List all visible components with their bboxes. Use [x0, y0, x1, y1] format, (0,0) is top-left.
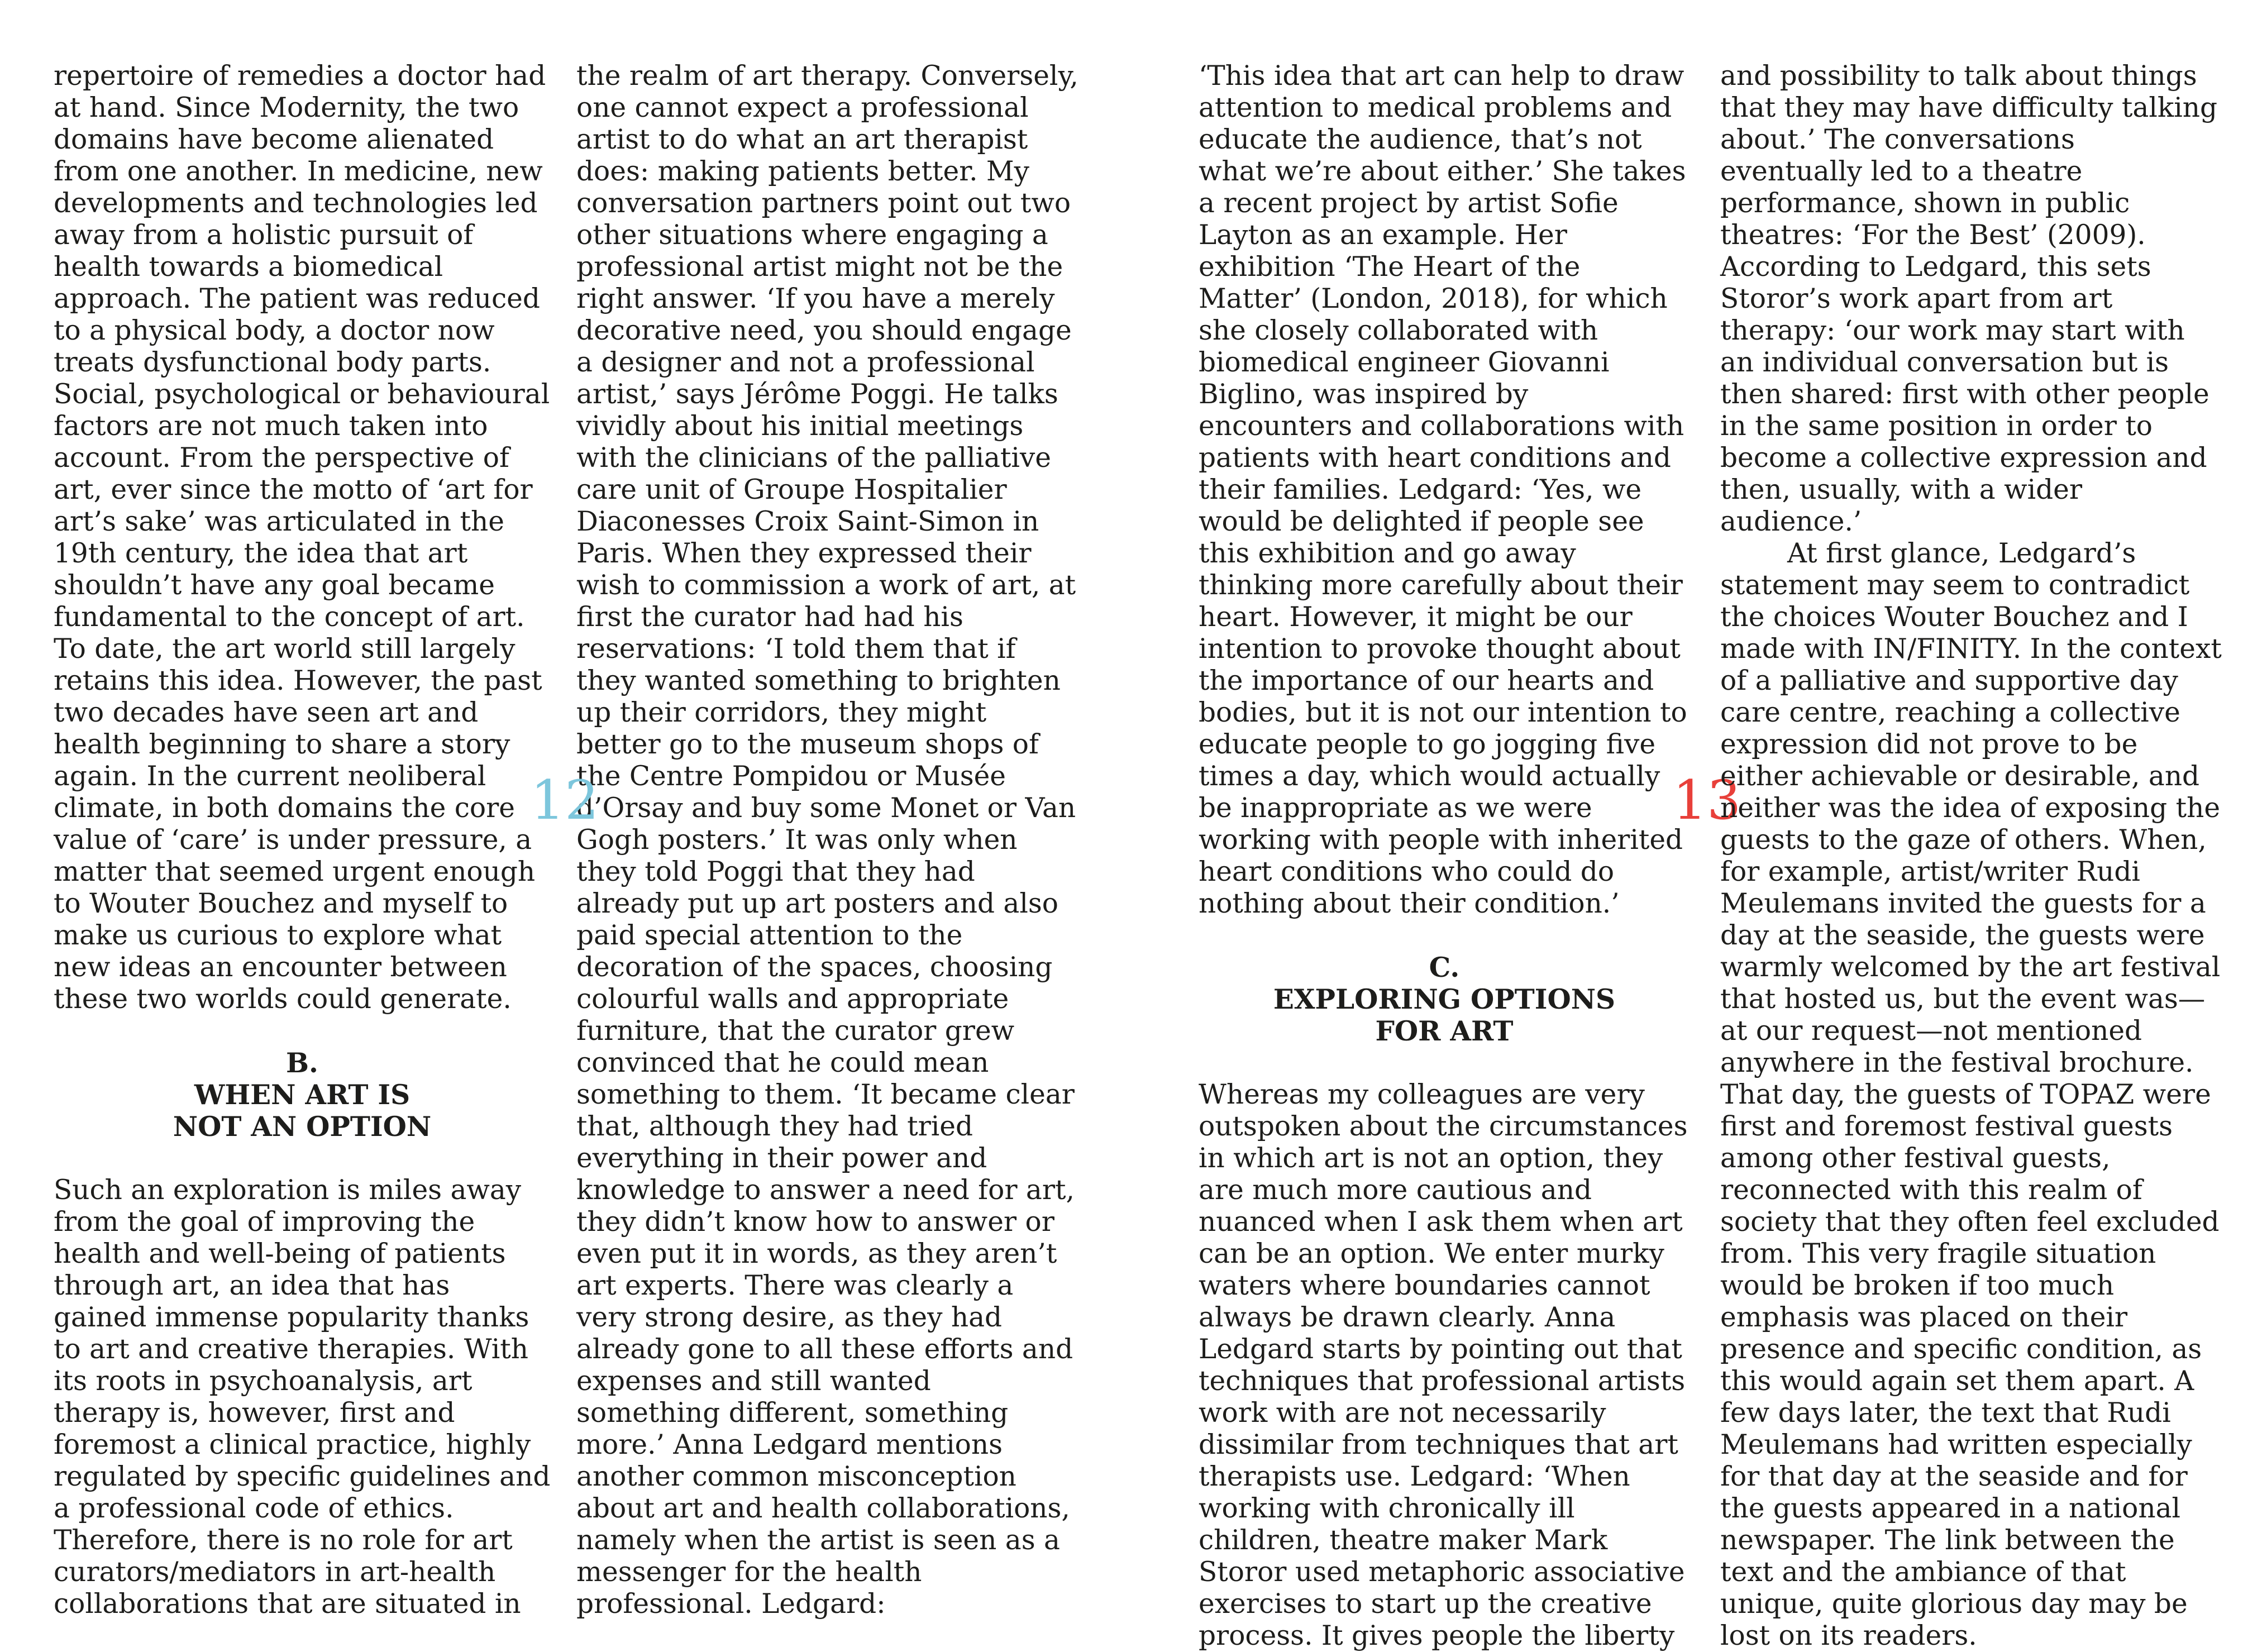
paragraph: the realm of art therapy. Conversely, one cannot expect a professional artist to do what an art therapist does: making patients better. My conversation partners point out two other situations where engaging a professional artist might not be the right answer. ‘If you have a merely decorative need, you should engage a designer and not a professional artist,’ says Jérôme Poggi. He talks vividly about his initial meetings with the clinicians of the palliative care unit of Groupe Hospitalier Diaconesses Croix Saint-Simon in Paris. When they expressed their wish to commission a work of art, at first the curator had had his reservations: ‘I told them that if they wanted something to brighten up their corridors, they might better go to the museum shops of the Centre Pompidou or Musée d’Orsay and buy some Monet or Van Gogh posters.’ It was only when they told Poggi that they had already put up art posters and also paid special attention to the decoration of the spaces, choosing colourful walls and appropriate furniture, that the curator grew convinced that he could mean something to them. ‘It became clear that, although they had tried everything in their power and knowledge to answer a need for art, they didn’t know how to answer or even put it in words, as they aren’t art experts. There was clearly a very strong desire, as they had already gone to all these efforts and expenses and still wanted something different, something more.’ Anna Ledgard mentions another common misconception about art and health collaborations, namely when the artist is seen as a messenger for the health professional. Ledgard: — [576, 60, 1078, 1620]
heading-letter: C. — [1429, 952, 1460, 983]
paragraph: ‘This idea that art can help to draw attention to medical problems and educate the audience, that’s not what we’re about either.’ She takes a recent project by artist Sofie Layton as an example. Her exhibition ‘The Heart of the Matter’ (London, 2018), for which she closely collaborated with biomedical engineer Giovanni Biglino, was inspired by encounters and collaborations with patients with heart conditions and their families. Ledgard: ‘Yes, we would be delighted if people see this exhibition and go away thinking more carefully about their heart. However, it might be our intention to provoke thought about the importance of our hearts and bodies, but it is not our intention to educate people to go jogging five times a day, which would actually be inappropriate as we were working with people with inherited heart conditions who could do nothing about their condition.’ — [1199, 60, 1687, 919]
text-column-4 — [1720, 60, 2223, 1652]
text-column-3 — [1199, 60, 1690, 1652]
page-number-right: 13 — [1673, 769, 1741, 832]
section-heading-c — [1199, 952, 1690, 1047]
text-column-2 — [576, 60, 1079, 1620]
heading-line: FOR ART — [1375, 1015, 1514, 1047]
heading-line: NOT AN OPTION — [173, 1111, 432, 1143]
paragraph: Such an exploration is miles away from the goal of improving the health and well-being of patients through art, an idea that has gained immense popularity thanks to art and creative therapies. With its roots in psychoanalysis, art therapy is, however, first and foremost a clinical practice, highly regulated by specific guidelines and a professional code of ethics. Therefore, there is no role for art curators/mediators in art-health collaborations that are situated in — [54, 1174, 551, 1620]
page-number-left: 12 — [531, 769, 599, 832]
heading-letter: B. — [286, 1047, 318, 1079]
paragraph: Whereas my colleagues are very outspoken about the circumstances in which art is not an option, they are much more cautious and nuanced when I ask them when art can be an option. We enter murky waters where boundaries cannot always be drawn clearly. Anna Ledgard starts by pointing out that techniques that professional artists work with are not necessarily dissimilar from techniques that art therapists use. Ledgard: ‘When working with chronically ill children, theatre maker Mark Storor used metaphoric associative exercises to start up the creative process. It gives people the liberty — [1199, 1079, 1688, 1651]
paragraph: repertoire of remedies a doctor had at hand. Since Modernity, the two domains have become alienated from one another. In medicine, new developments and technologies led away from a holistic pursuit of health towards a biomedical approach. The patient was reduced to a physical body, a doctor now treats dysfunctional body parts. Social, psychological or behavioural factors are not much taken into account. From the perspective of art, ever since the motto of ‘art for art’s sake’ was articulated in the 19th century, the idea that art shouldn’t have any goal became fundamental to the concept of art. To date, the art world still largely retains this idea. However, the past two decades have seen art and health beginning to share a story again. In the current neoliberal climate, in both domains the core value of ‘care’ is under pressure, a matter that seemed urgent enough to Wouter Bouchez and myself to make us curious to explore what new ideas an encounter between these two worlds could generate. — [54, 60, 550, 1015]
text-column-1 — [54, 60, 551, 1620]
heading-line: EXPLORING OPTIONS — [1273, 983, 1616, 1015]
paragraph: At first glance, Ledgard’s statement may seem to contradict the choices Wouter Bouchez and I made with IN/FINITY. In the context of a palliative and supportive day care centre, reaching a collective expression did not prove to be either achievable or desirable, and neither was the idea of exposing the guests to the gaze of others. When, for example, artist/writer Rudi Meulemans invited the guests for a day at the seaside, the guests were warmly welcomed by the art festival that hosted us, but the event was—at our request—not mentioned anywhere in the festival brochure. That day, the guests of TOPAZ were first and foremost festival guests among other festival guests, reconnected with this realm of society that they often feel excluded from. This very fragile situation would be broken if too much emphasis was placed on their presence and specific condition, as this would again set them apart. A few days later, the text that Rudi Meulemans had written especially for that day at the seaside and for the guests appeared in a national newspaper. The link between the text and the ambiance of that unique, quite glorious day may be lost on its readers. — [1720, 538, 2222, 1651]
paragraph: and possibility to talk about things that they may have difficulty talking about.’ The conversations eventually led to a theatre performance, shown in public theatres: ‘For the Best’ (2009). According to Ledgard, this sets Storor’s work apart from art therapy: ‘our work may start with an individual conversation but is then shared: first with other people in the same position in order to become a collective expression and then, usually, with a wider audience.’ — [1720, 60, 2218, 537]
section-heading-b — [54, 1047, 551, 1143]
heading-line: WHEN ART IS — [194, 1079, 411, 1111]
